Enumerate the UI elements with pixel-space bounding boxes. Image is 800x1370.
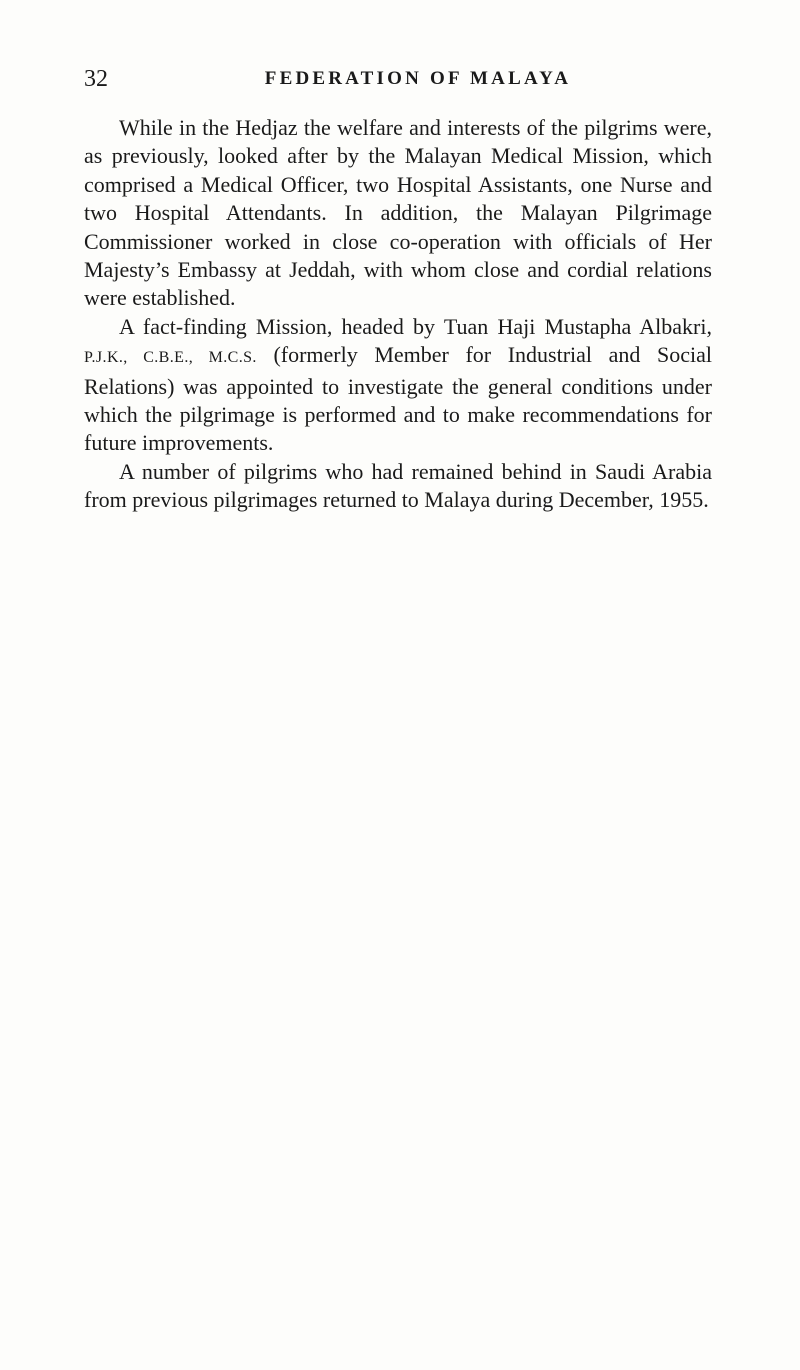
paragraph-fact-finding-start: A fact-finding Mission, headed by Tuan Haji Mustapha Albakri, xyxy=(119,313,712,339)
paragraph-fact-finding-mission xyxy=(84,313,712,458)
page-number: 32 xyxy=(84,66,108,92)
paragraph-medical-mission: While in the Hedjaz the welfare and interests of the pilgrims were, as previously, looked after by the Malayan Medical Mission, which comprised a Medical Officer, two Hospital Assistants, one Nurse and two Hospital Attendants. In addition, the Malayan Pilgrimage Commissioner worked in close co-operation with officials of Her Majesty’s Embassy at Jeddah, with whom close and cordial relations were established. xyxy=(84,115,712,311)
paragraph-fact-finding-end: (formerly Member for Industrial and Social Relations) was appointed to investigate the general conditions under which the pilgrimage is performed and to make recommendations for future improvements. xyxy=(84,342,712,456)
body-text xyxy=(84,114,712,515)
running-title: FEDERATION OF MALAYA xyxy=(264,68,572,89)
page-header xyxy=(84,64,712,94)
paragraph-returning-pilgrims: A number of pilgrims who had remained behind in Saudi Arabia from previous pilgrimages returned to Malaya during December, 1955. xyxy=(84,458,712,513)
honours-abbreviations: P.J.K., C.B.E., M.C.S. xyxy=(84,349,257,367)
